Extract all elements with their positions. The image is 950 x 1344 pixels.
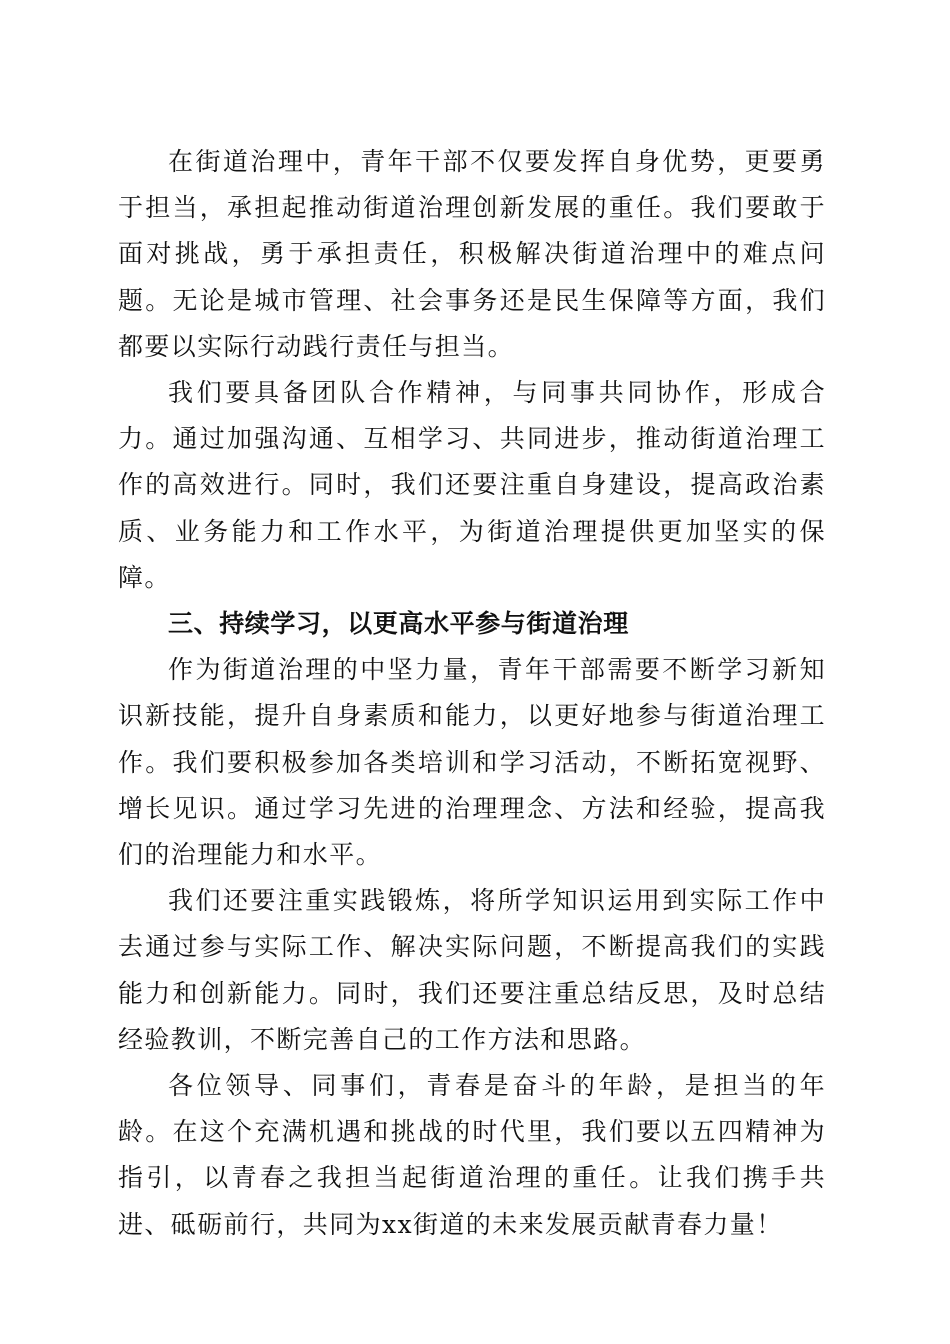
paragraph-practice: 我们还要注重实践锻炼，将所学知识运用到实际工作中去通过参与实际工作、解决实际问题，不断提高我们的实践能力和创新能力。同时，我们还要注重总结反思，及时总结经验教训，不断完善自己的工作方法和思路。: [118, 886, 826, 1054]
paragraph-closing-remarks: 各位领导、同事们，青春是奋斗的年龄，是担当的年龄。在这个充满机遇和挑战的时代里，我们要以五四精神为指引，以青春之我担当起街道治理的重任。让我们携手共进、砥砺前行，共同为xx街道的未来发展贡献青春力量！: [118, 1071, 826, 1239]
paragraph-teamwork: 我们要具备团队合作精神，与同事共同协作，形成合力。通过加强沟通、互相学习、共同进步，推动街道治理工作的高效进行。同时，我们还要注重自身建设，提高政治素质、业务能力和工作水平，为街道治理提供更加坚实的保障。: [118, 378, 826, 592]
paragraph-street-governance-responsibility: 在街道治理中，青年干部不仅要发挥自身优势，更要勇于担当，承担起推动街道治理创新发展的重任。我们要敢于面对挑战，勇于承担责任，积极解决街道治理中的难点问题。无论是城市管理、社会事务还是民生保障等方面，我们都要以实际行动践行责任与担当。: [118, 147, 826, 361]
paragraph-learning-new-skills: 作为街道治理的中坚力量，青年干部需要不断学习新知识新技能，提升自身素质和能力，以更好地参与街道治理工作。我们要积极参加各类培训和学习活动，不断拓宽视野、增长见识。通过学习先进的治理理念、方法和经验，提高我们的治理能力和水平。: [118, 655, 826, 870]
section-heading-continuous-learning: 三、持续学习，以更高水平参与街道治理: [168, 609, 629, 639]
document-page: [118, 139, 826, 1248]
